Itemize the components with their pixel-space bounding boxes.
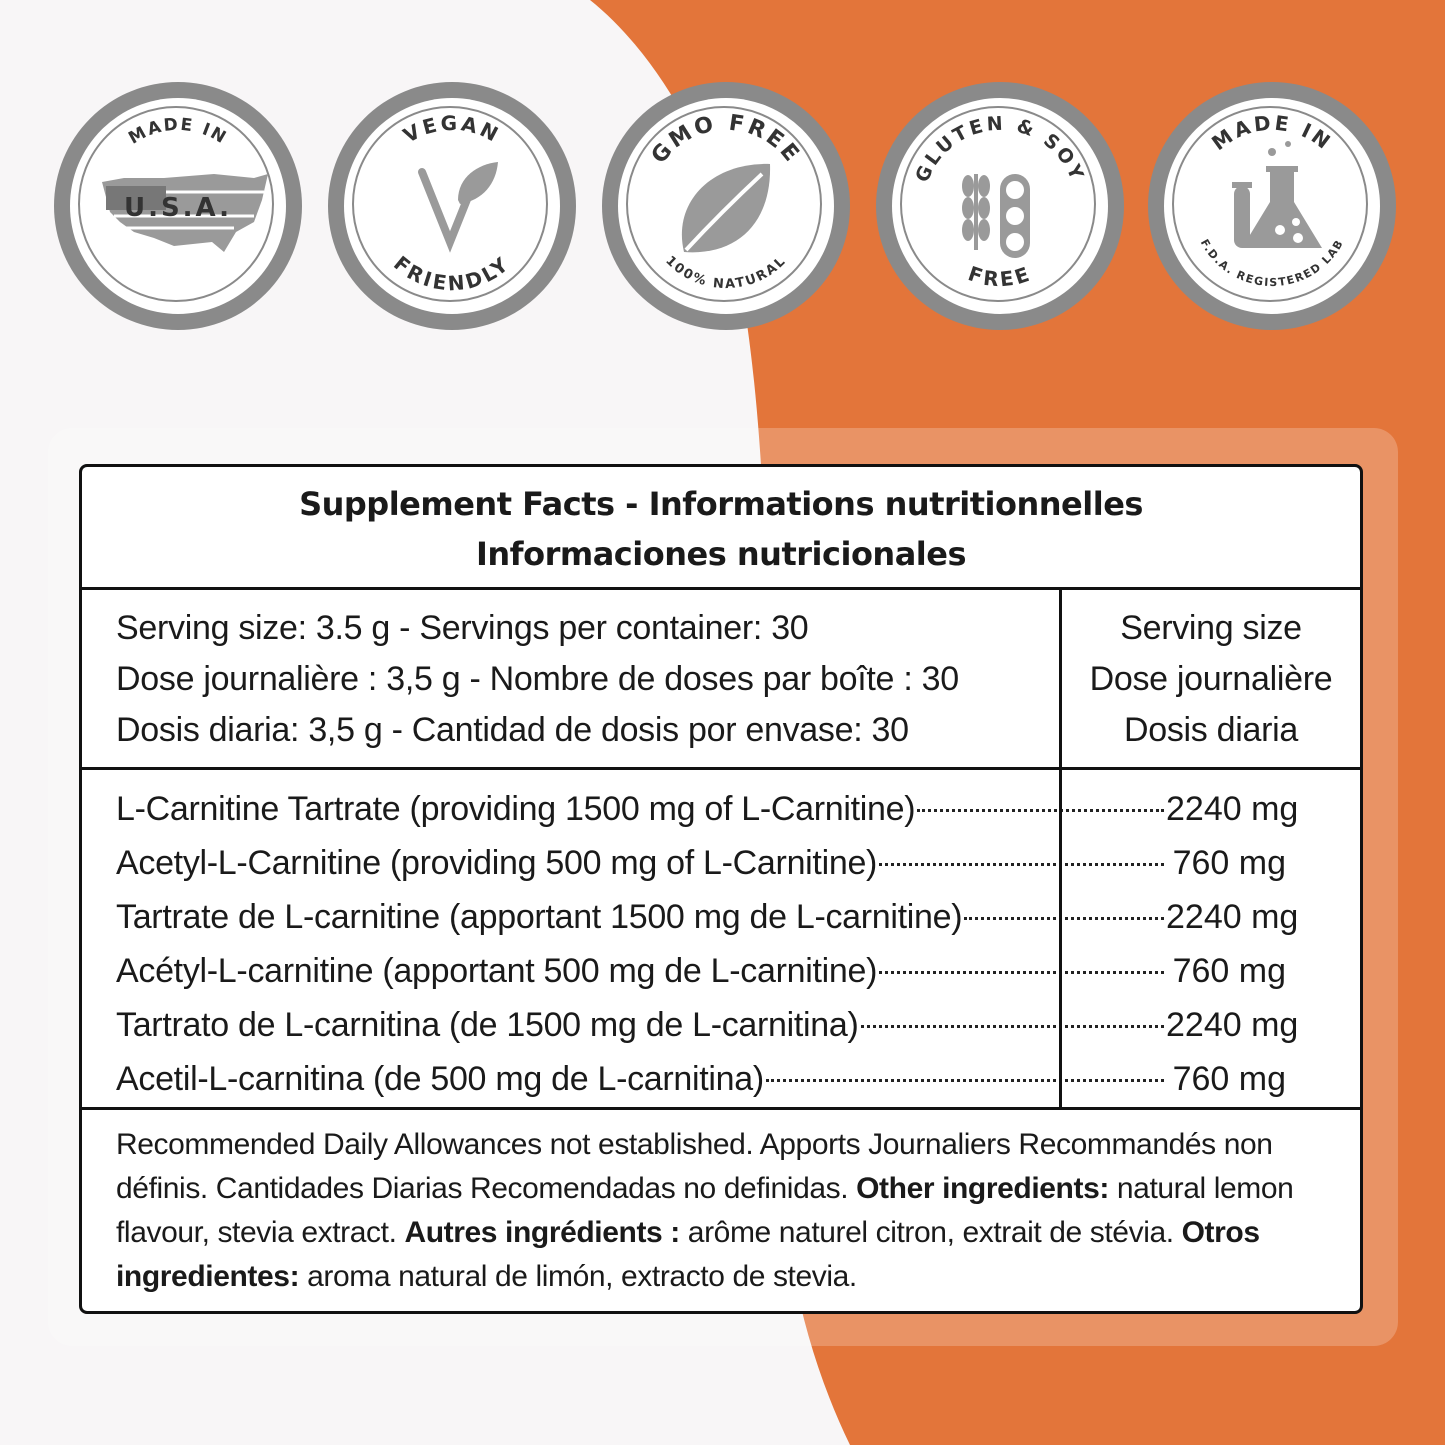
facts-footer [116, 1123, 1331, 1299]
ingredient-amount: 2240 mg [1166, 1006, 1299, 1044]
leader-dots [879, 970, 1164, 974]
badge-top-text: MADE IN [1207, 110, 1338, 156]
other-ingredients-fr-label: Autres ingrédients : [404, 1216, 680, 1249]
ingredient-row [116, 944, 1286, 998]
rda-note: Recommended Daily Allowances not established. Apports Journaliers Recommandés non définis. Cantidades Diarias Recomendadas no definidas. [116, 1128, 1273, 1205]
ingredient-name: Acetyl-L-Carnitine (providing 500 mg of L-Carnitine) [116, 844, 878, 882]
badge-gluten-soy-free [876, 82, 1124, 330]
svg-text:100% NATURAL [662, 253, 789, 292]
badge-top-text: GLUTEN & SOY [911, 112, 1089, 186]
facts-title-line-2: Informaciones nutricionales [475, 535, 967, 573]
ingredient-amount: 760 mg [1172, 844, 1286, 882]
ingredient-amount: 2240 mg [1166, 898, 1299, 936]
vegan-leaf-icon [422, 162, 498, 242]
svg-text:GMO FREE [647, 111, 805, 169]
serving-lines [116, 603, 959, 756]
other-ingredients-en-label: Other ingredients: [856, 1172, 1109, 1205]
serving-line-en: Serving size: 3.5 g - Servings per container: 30 [116, 609, 809, 647]
svg-text:MADE IN [125, 115, 230, 149]
svg-text:FREE [965, 261, 1035, 291]
column-header-en: Serving size [1120, 609, 1302, 647]
ingredient-amount: 760 mg [1172, 1060, 1286, 1098]
column-header-es: Dosis diaria [1123, 711, 1299, 749]
leader-dots [861, 1024, 1164, 1028]
ingredients-block [82, 770, 1360, 1110]
ingredient-row [116, 836, 1286, 890]
ingredient-row [116, 782, 1299, 836]
leader-dots [879, 862, 1164, 866]
badge-fda-registered-lab [1148, 82, 1396, 330]
badge-vegan-friendly [328, 82, 576, 330]
facts-title-line-1: Supplement Facts - Informations nutritionnelles [299, 485, 1143, 523]
serving-line-fr: Dose journalière : 3,5 g - Nombre de doses par boîte : 30 [116, 660, 959, 698]
ingredient-amount: 760 mg [1172, 952, 1286, 990]
other-ingredients-fr-text: arôme naturel citron, extrait de stévia. [687, 1216, 1174, 1249]
ingredient-name: Acétyl-L-carnitine (apportant 500 mg de L-carnitine) [116, 952, 878, 990]
supplement-facts-label [79, 464, 1363, 1314]
other-ingredients-es-text: aroma natural de limón, extracto de stevia. [307, 1260, 857, 1293]
other-ingredients-en-text: natural lemon flavour, stevia extract. [116, 1172, 1294, 1249]
ingredient-amount: 2240 mg [1166, 790, 1299, 828]
badge-gmo-free [602, 82, 850, 330]
badge-bottom-text: FREE [965, 261, 1035, 292]
leader-dots [917, 808, 1164, 812]
svg-text:FRIENDLY [389, 251, 515, 295]
ingredient-row [116, 1052, 1286, 1106]
other-ingredients-es-label: Otros ingredientes: [116, 1216, 1260, 1293]
leader-dots [766, 1078, 1164, 1082]
badge-made-in-usa [54, 82, 302, 330]
ingredient-name: Tartrato de L-carnitina (de 1500 mg de L-carnitina) [116, 1006, 859, 1044]
ingredient-name: Tartrate de L-carnitine (apportant 1500 mg de L-carnitine) [116, 898, 963, 936]
badge-top-text: MADE IN [125, 114, 231, 149]
amount-column-header [1062, 603, 1360, 756]
ingredient-name: Acetil-L-carnitina (de 500 mg de L-carnitina) [116, 1060, 764, 1098]
column-divider [1059, 590, 1062, 1110]
ingredient-row [116, 890, 1299, 944]
wheat-soy-icon [962, 174, 1030, 258]
serving-line-es: Dosis diaria: 3,5 g - Cantidad de dosis por envase: 30 [116, 711, 909, 749]
column-header-fr: Dose journalière [1089, 660, 1333, 698]
leader-dots [964, 916, 1164, 920]
ingredient-name: L-Carnitine Tartrate (providing 1500 mg of L-Carnitine) [116, 790, 916, 828]
ingredient-row [116, 998, 1299, 1052]
svg-text:GLUTEN & SOY [911, 113, 1088, 186]
leaf-icon [682, 164, 770, 252]
badge-bottom-text: F.D.A. REGISTERED LAB [1197, 236, 1347, 290]
badge-bottom-text: FRIENDLY [389, 251, 515, 296]
lab-flask-icon [1232, 141, 1322, 248]
badge-top-text: VEGAN [399, 110, 505, 148]
badge-top-text: GMO FREE [646, 110, 806, 169]
facts-title-block [82, 467, 1360, 590]
badge-bottom-text: 100% NATURAL [662, 253, 790, 293]
svg-text:VEGAN [399, 111, 504, 148]
serving-info-block [82, 590, 1360, 770]
badge-center-text: U.S.A. [123, 193, 233, 223]
